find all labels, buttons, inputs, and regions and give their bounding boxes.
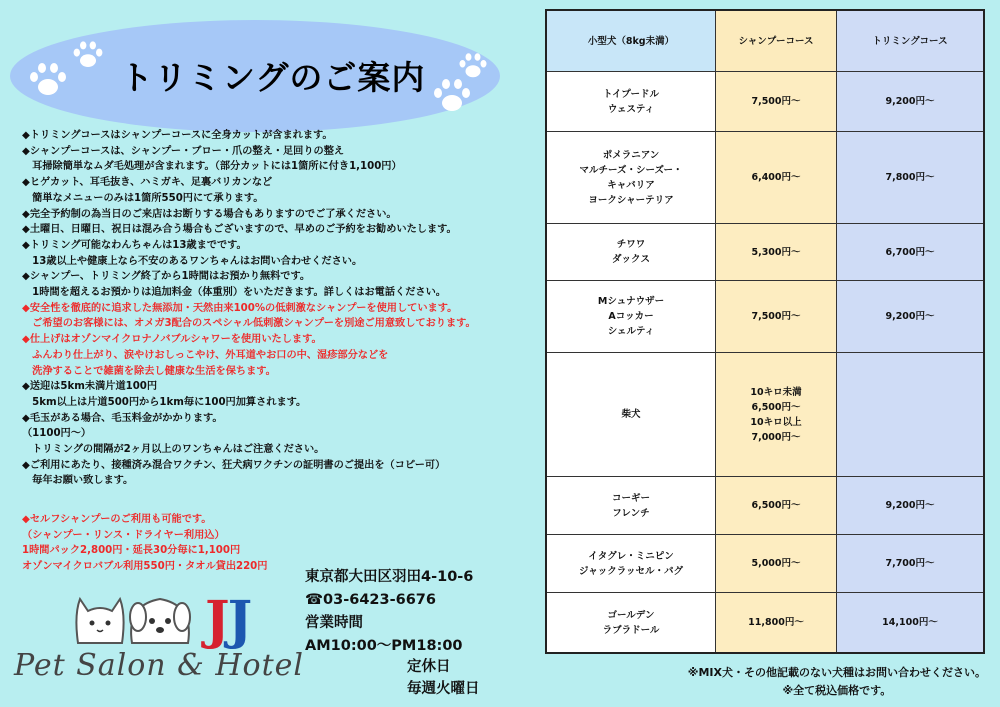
- table-row: [546, 353, 984, 477]
- table-row: [546, 72, 984, 132]
- breed-name: 柴犬: [621, 409, 641, 421]
- shampoo-price-cell: [716, 535, 837, 593]
- footnote-mix: ※MIX犬・その他記載のない犬種はお問い合わせください。: [687, 666, 986, 679]
- note-line: ◆ご利用にあたり、接種済み混合ワクチン、狂犬病ワクチンの証明書のご提出を（コピー可）: [22, 459, 446, 471]
- self-shampoo-line: （シャンプー・リンス・ドライヤー利用込）: [22, 529, 225, 541]
- shampoo-price-cell: [716, 72, 837, 132]
- price-table: [545, 9, 985, 654]
- phone-number[interactable]: ☎03-6423-6676: [305, 592, 436, 608]
- paw-icon: [72, 40, 104, 70]
- self-shampoo-info: [22, 512, 267, 575]
- table-row: [546, 281, 984, 353]
- breed-cell: [546, 132, 716, 224]
- breed-name: ウェスティ: [607, 103, 655, 115]
- breed-cell: [546, 477, 716, 535]
- note-line: ◆送迎は5km未満片道100円: [22, 381, 158, 393]
- note-line: 5km以上は片道500円から1km毎に100円加算されます。: [22, 396, 307, 408]
- breed-name: Aコッカー: [608, 311, 654, 323]
- header-breed: 小型犬（8kg未満）: [546, 10, 716, 72]
- trimming-price-cell: 9,200円〜: [837, 281, 985, 353]
- footnotes: [688, 664, 986, 700]
- breed-cell: [546, 593, 716, 653]
- breed-name: ダックス: [612, 254, 650, 266]
- note-line: ふんわり仕上がり、涙やけおしっこやけ、外耳道やお口の中、湿疹部分などを: [22, 349, 389, 361]
- trimming-price-cell: [837, 353, 985, 477]
- shampoo-price-cell: [716, 281, 837, 353]
- footnote-tax: ※全て税込価格です。: [782, 684, 892, 697]
- cat-dog-logo-icon: [70, 585, 210, 647]
- hours-label: 営業時間: [305, 615, 363, 631]
- note-line: 毎年お願い致します。: [22, 475, 134, 487]
- shampoo-price: 11,800円〜: [748, 617, 804, 629]
- shampoo-price: 6,500円〜: [751, 401, 801, 413]
- shampoo-price: 7,000円〜: [751, 431, 801, 443]
- holiday-label: 定休日: [407, 659, 451, 675]
- trimming-price-cell: 9,200円〜: [837, 72, 985, 132]
- notes-list: [22, 128, 552, 489]
- contact-block: [305, 566, 473, 658]
- note-line: ◆土曜日、日曜日、祝日は混み合う場合もございますので、早めのご予約をお勧めいたします。: [22, 224, 457, 236]
- shampoo-price-cell: [716, 477, 837, 535]
- paw-icon: [28, 62, 68, 98]
- self-shampoo-line: ◆セルフシャンプーのご利用も可能です。: [22, 514, 212, 525]
- note-line: 1時間を超えるお預かりは追加料金（体重別）をいただきます。詳しくはお電話ください。: [22, 287, 446, 299]
- trimming-price-cell: 6,700円〜: [837, 224, 985, 281]
- note-line: （1100円〜）: [22, 428, 92, 440]
- shampoo-price-cell: [716, 593, 837, 653]
- trimming-price-cell: 14,100円〜: [837, 593, 985, 653]
- breed-cell: [546, 353, 716, 477]
- shampoo-price: 10キロ以上: [750, 416, 802, 428]
- holiday-block: [407, 656, 480, 700]
- logo-j-blue: J: [227, 590, 251, 651]
- breed-name: イタグレ・ミニピン: [588, 550, 674, 562]
- table-row: [546, 132, 984, 224]
- header-shampoo: シャンプーコース: [716, 10, 837, 72]
- paw-icon: [432, 78, 472, 114]
- table-row: [546, 535, 984, 593]
- note-line: ◆トリミング可能なわんちゃんは13歳までです。: [22, 239, 247, 251]
- self-shampoo-line: オゾンマイクロバブル利用550円・タオル貸出220円: [22, 561, 268, 573]
- breed-name: キャバリア: [607, 179, 655, 191]
- note-line: ◆シャンプー、トリミング終了から1時間はお預かり無料です。: [22, 271, 311, 283]
- note-line: ◆安全性を徹底的に追求した無添加・天然由来100%の低刺激なシャンプーを使用しています。: [22, 302, 458, 314]
- shampoo-price: 6,400円〜: [751, 172, 801, 184]
- logo-j-red: J: [205, 590, 228, 651]
- header-trimming: トリミングコース: [837, 10, 985, 72]
- breed-name: マルチーズ・シーズー・: [579, 164, 683, 176]
- logo-script: Pet Salon & Hotel: [14, 648, 305, 683]
- breed-cell: [546, 281, 716, 353]
- breed-name: ジャックラッセル・パグ: [578, 565, 684, 577]
- table-row: [546, 224, 984, 281]
- logo-jj: [205, 590, 250, 651]
- trimming-price-cell: 7,700円〜: [837, 535, 985, 593]
- breed-name: トイプードル: [603, 88, 659, 100]
- note-line: ◆ヒゲカット、耳毛抜き、ハミガキ、足裏バリカンなど: [22, 177, 273, 189]
- note-line: 13歳以上や健康上なら不安のあるワンちゃんはお問い合わせください。: [22, 255, 363, 267]
- shampoo-price: 5,000円〜: [751, 558, 801, 570]
- breed-cell: [546, 224, 716, 281]
- shampoo-price: 7,500円〜: [751, 311, 801, 323]
- trimming-price-cell: 7,800円〜: [837, 132, 985, 224]
- note-line: ◆毛玉がある場合、毛玉料金がかかります。: [22, 412, 223, 424]
- note-line: ◆完全予約制の為当日のご来店はお断りする場合もありますのでご了承ください。: [22, 208, 397, 220]
- holiday-value: 毎週火曜日: [407, 681, 480, 697]
- trimming-price-cell: 9,200円〜: [837, 477, 985, 535]
- table-row: [546, 593, 984, 653]
- breed-name: ポメラニアン: [602, 149, 660, 161]
- shampoo-price-cell: [716, 353, 837, 477]
- shampoo-price: 6,500円〜: [751, 500, 801, 512]
- breed-name: フレンチ: [612, 507, 650, 519]
- note-line: トリミングの間隔が2ヶ月以上のワンちゃんはご注意ください。: [22, 444, 325, 456]
- note-line: ご希望のお客様には、オメガ3配合のスペシャル低刺激シャンプーを別途ご用意致しております。: [22, 318, 476, 330]
- shampoo-price: 7,500円〜: [751, 96, 801, 108]
- breed-name: ヨークシャーテリア: [588, 194, 674, 206]
- self-shampoo-line: 1時間パック2,800円・延長30分毎に1,100円: [22, 545, 241, 557]
- breed-name: ゴールデン: [607, 609, 655, 621]
- business-hours: AM10:00〜PM18:00: [305, 638, 463, 654]
- breed-cell: [546, 535, 716, 593]
- breed-name: Mシュナウザー: [597, 296, 665, 308]
- shampoo-price-cell: [716, 132, 837, 224]
- note-line: ◆仕上げはオゾンマイクロナノバブルシャワーを使用いたします。: [22, 334, 322, 346]
- note-line: 簡単なメニューのみは1箇所550円にて承ります。: [22, 192, 264, 204]
- shampoo-price-cell: [716, 224, 837, 281]
- note-line: 洗浄することで雑菌を除去し健康な生活を保ちます。: [22, 365, 276, 377]
- note-line: ◆トリミングコースはシャンプーコースに全身カットが含まれます。: [22, 130, 333, 141]
- table-header-row: [546, 10, 984, 72]
- paw-icon: [458, 52, 488, 80]
- shampoo-price: 5,300円〜: [751, 246, 801, 258]
- note-line: 耳掃除簡単なムダ毛処理が含まれます。（部分カットには1箇所に付き1,100円）: [22, 161, 402, 173]
- breed-name: ラブラドール: [602, 624, 660, 636]
- shampoo-price: 10キロ未満: [750, 386, 802, 398]
- table-row: [546, 477, 984, 535]
- breed-name: コーギー: [611, 492, 650, 504]
- breed-cell: [546, 72, 716, 132]
- breed-name: チワワ: [616, 239, 646, 251]
- note-line: ◆シャンプーコースは、シャンプー・ブロー・爪の整え・足回りの整え: [22, 145, 345, 157]
- address: 東京都大田区羽田4-10-6: [305, 569, 474, 585]
- page-title: トリミングのご案内: [120, 58, 426, 97]
- breed-name: シェルティ: [607, 326, 655, 338]
